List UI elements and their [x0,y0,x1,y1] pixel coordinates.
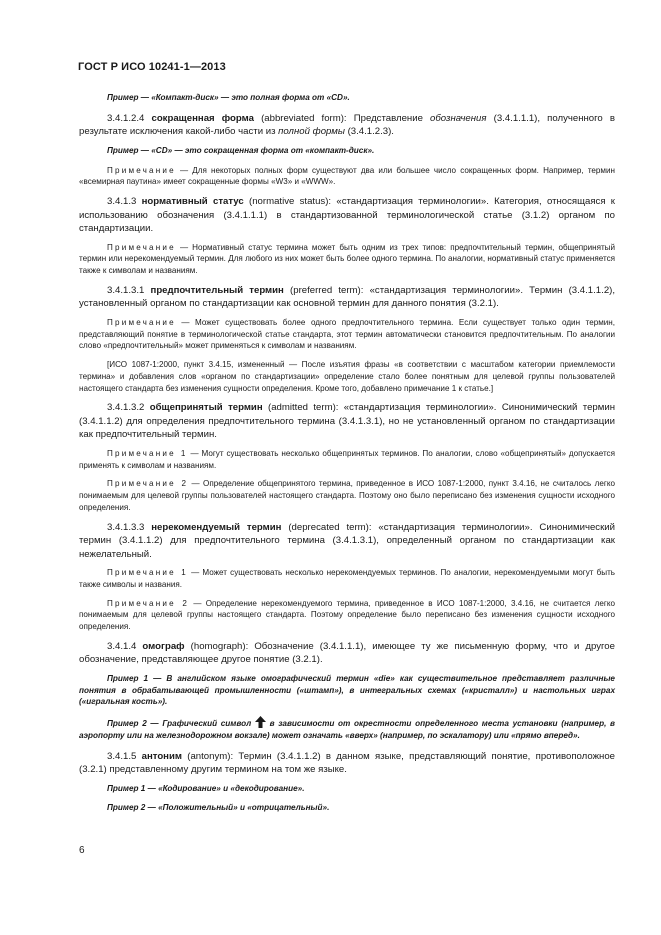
term-number: 3.4.1.3.3 [107,521,152,533]
note-text: — Могут существовать несколько общепринятых терминов. По аналогии, слово «общепринятый» допускается применять к символам и названиям. [79,449,615,470]
definition-text: (admitted term): «стандартизация терминологии». Синонимический термин (3.4.1.1.2) для определения предпочтительного термина (3.4.1.3.1), но не установленный органом по стандартизации как предпочтительный термин. [79,402,615,441]
note-deprecated-2 [79,598,615,633]
term-entry-deprecated-term [79,521,615,562]
page-number: 6 [79,845,85,856]
note-deprecated-1 [79,567,615,590]
example-text: Пример 2 — Графический символ [107,719,255,729]
definition-text: (3.4.1.1.1), полученного в результате исключения какой-либо части из [79,112,615,138]
example-antonym-2: Пример 2 — «Положительный» и «отрицательный». [107,803,330,813]
term-number: 3.4.1.4 [107,640,143,652]
term-entry-homograph [79,640,615,667]
note-normative-status [79,242,615,277]
note-text: — Для некоторых полных форм существуют два или большее число сокращенных форм. Например, термин «всемирная паутина» имеет сокращенные формы «W3» и «WWW». [79,165,615,187]
definition-text: (preferred term): «стандартизация терминологии». Термин (3.4.1.1.2), установленный органом по стандартизации как основной термин для данного понятия (3.2.1). [79,284,616,310]
term-entry-preferred-term [79,284,615,311]
term-entry-abbreviated-form [79,112,615,139]
example-text: в зависимости от окрестности определенного места установки (например, в аэропорту или на железнодорожном вокзале) может означать «вверх» (например, по эскалатору) или «прямо вперед». [79,719,615,740]
term-number: 3.4.1.5 [107,750,142,762]
term-entry-admitted-term [79,401,615,442]
note-label: Примечание [107,165,176,175]
example-cd-abbrev: Пример — «CD» — это сокращенная форма от «компакт-диск». [107,145,375,155]
definition-italic: полной формы [278,126,345,138]
term-name: общепринятый термин [149,402,263,414]
iso-reference-note: [ИСО 1087-1:2000, пункт 3.4.15, измененный — После изъятия фразы «в соответствии с масштабом категории приемлемости термина» и добавления слов «органом по стандартизации» определение стало более понятным для целевой группы пользователей настоящего стандарта без изменения сущности определения. Кроме того, добавлено примечание 1 к статье.] [79,360,615,393]
definition-text: (antonym): Термин (3.4.1.1.2) в данном языке, представляющий понятие, противоположное (3.2.1) представленному другим термином на том же языке. [79,750,615,776]
note-label: Примечание [107,318,176,328]
arrow-up-icon [255,716,266,728]
example-antonym-1: Пример 1 — «Кодирование» и «декодирование». [107,783,305,793]
definition-text: (deprecated term): «стандартизация терминологии». Синонимический термин (3.4.1.1.2) для предпочтительного термина (3.4.1.3.1), определенный органом по стандартизации как нежелательный. [79,521,615,560]
definition-text: (homograph): Обозначение (3.4.1.1.1), имеющее ту же письменную форму, что и другое обозначение, представляющее другое понятие (3.2.1). [79,640,615,666]
note-label: Примечание 1 [107,568,188,578]
definition-italic: обозначения [430,112,487,124]
note-preferred-term [79,317,615,352]
note-text: — Определение общепринятого термина, приведенное в ИСО 1087-1:2000, пункт 3.4.16, не считалось легко понимаемым для целевой группы пользователей настоящего стандарта. Поэтому оно было переписано без изменения сущности исходного определения. [79,479,615,512]
note-admitted-1 [79,448,615,471]
definition-text: (3.4.1.2.3). [344,126,394,138]
note-label: Примечание [107,242,176,252]
term-name: нерекомендуемый термин [151,521,282,533]
note-text: — Нормативный статус термина может быть одним из трех типов: предпочтительный термин, общепринятый термин или нерекомендуемый термин. Для любого из них может быть более одного термина. По аналогии, нормативный статус применяется также к символам и названиям. [79,242,615,276]
term-number: 3.4.1.3.1 [107,284,151,296]
term-name: омограф [142,640,185,652]
note-text: — Может существовать несколько нерекомендуемых терминов. По аналогии, нерекомендуемыми могут быть также символы и названия. [79,568,615,590]
term-entry-antonym [79,750,615,777]
note-text: — Определение нерекомендуемого термина, приведенное в ИСО 1087-1:2000, 3.4.16, не считается легко понимаемым для целевой группы настоящего стандарта. Поэтому определение было переписано без изменения сущности исходного определения. [79,598,615,632]
note-label: Примечание 1 [107,449,188,459]
note-text: — Может существовать более одного предпочтительного термина. Если существует только один термин, представляющий понятие в терминологической статье стандарта, этот термин автоматически становится предпочтительным. По аналогии слово «предпочтительный» может применяться к символам и названиям. [79,318,615,351]
term-name: нормативный статус [141,196,244,207]
term-number: 3.4.1.2.4 [107,112,152,124]
note-label: Примечание 2 [107,598,190,608]
term-number: 3.4.1.3.2 [107,402,150,414]
note-abbreviations [79,165,615,188]
note-label: Примечание 2 [107,479,189,489]
example-homograph-1: Пример 1 — В английском языке омографический термин «die» как существительное представляет различные понятия в обрабатывающей промышленности («штамп»), в интегральных схемах («кристалл») и настольных играх («игральная кость»). [79,674,615,707]
term-name: антоним [141,750,182,762]
document-body [79,92,615,822]
example-cd: Пример — «Компакт-диск» — это полная форма от «CD». [107,93,350,102]
definition-text: (abbreviated form): Представление [253,112,431,124]
term-name: предпочтительный термин [150,284,284,296]
page-header: ГОСТ Р ИСО 10241-1—2013 [78,61,226,73]
term-name: сокращенная форма [151,112,254,124]
definition-text: (normative status): «стандартизация терминологии». Категория, относящаяся к использованию обозначения (3.4.1.1.1) в стандартизованной терминологической статье (3.1.2) органом по стандартизации. [79,196,615,235]
example-homograph-2 [79,716,615,741]
note-admitted-2 [79,478,615,513]
term-number: 3.4.1.3 [107,196,142,207]
term-entry-normative-status [79,195,615,236]
